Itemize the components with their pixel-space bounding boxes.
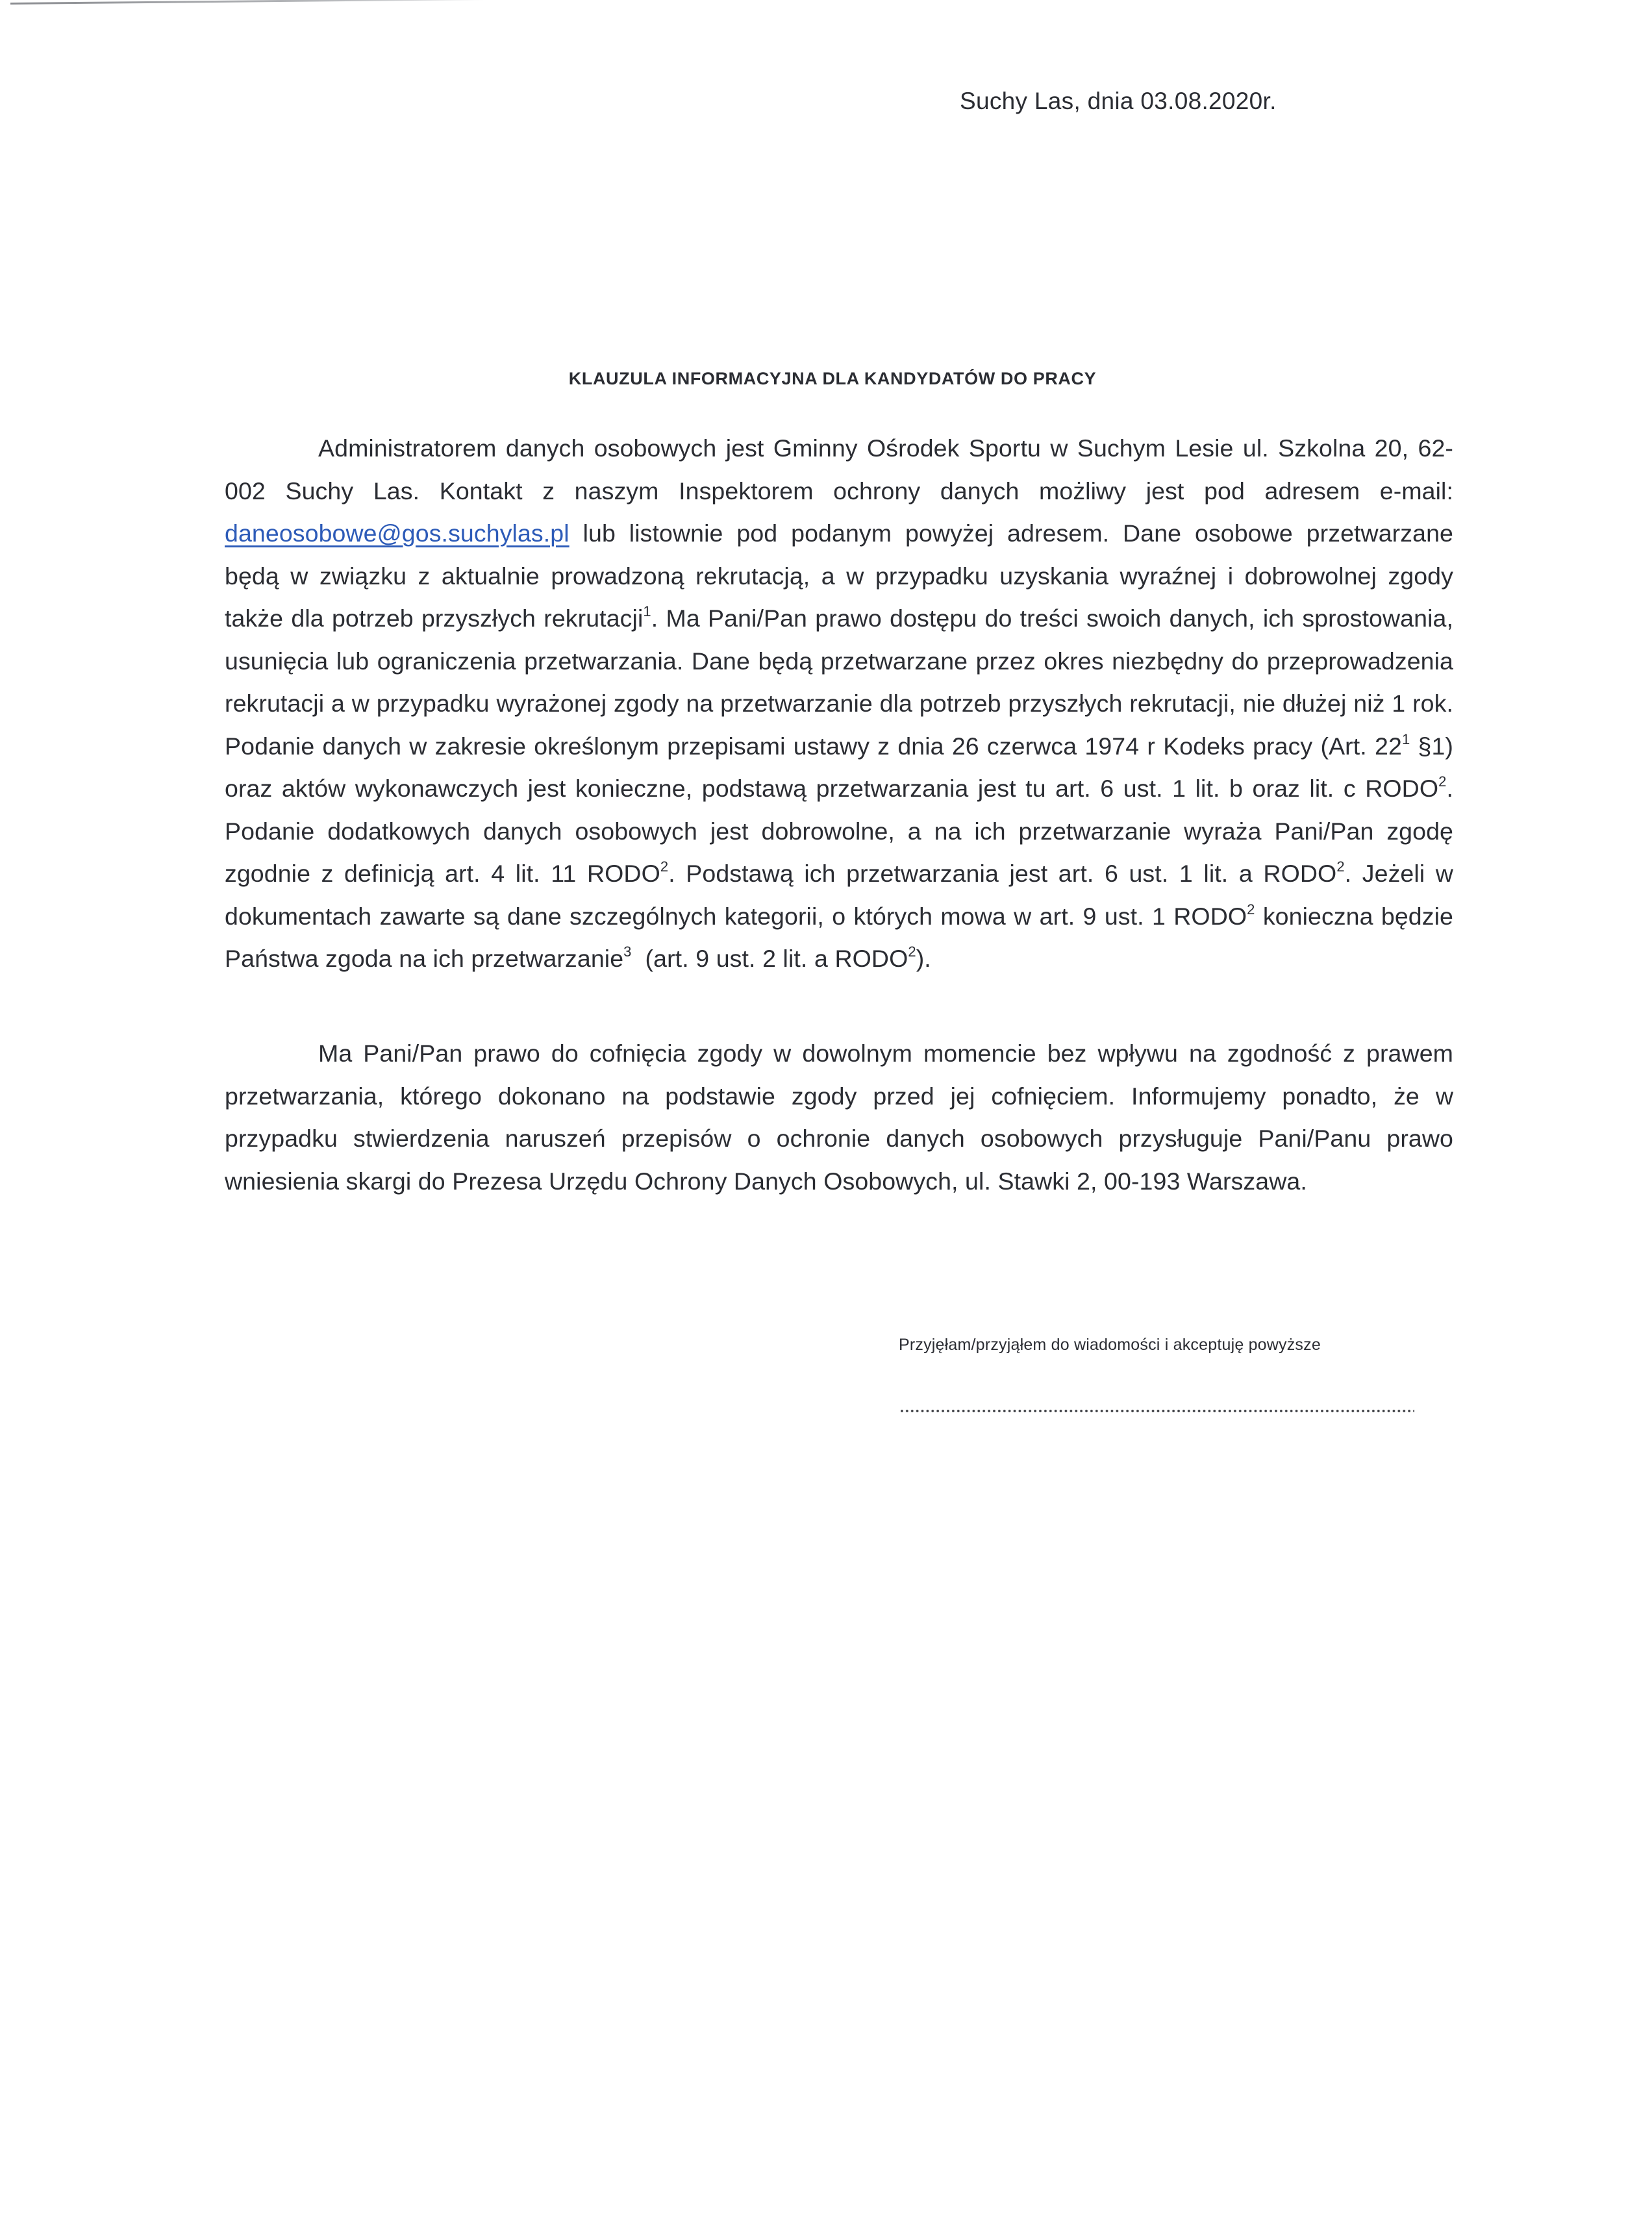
scan-edge-line bbox=[10, 0, 556, 5]
place-and-date: Suchy Las, dnia 03.08.2020r. bbox=[960, 88, 1277, 114]
text-segment: ). bbox=[916, 945, 931, 972]
article-superscript: 1 bbox=[1401, 730, 1410, 747]
footnote-ref: 2 bbox=[1438, 773, 1447, 790]
text-segment: . Podanie dodatkowych danych osobowych jest dobrowolne, a na ich przetwarzanie wyraża Pani/Pan zgodę zgodnie z definicją art. 4 lit. 11 RODO bbox=[225, 775, 1453, 887]
text-segment: . Jeżeli w dokumentach zawarte są dane szczególnych kategorii, o których mowa w art. 9 ust. 1 RODO bbox=[225, 860, 1453, 930]
footnote-ref: 2 bbox=[908, 943, 916, 960]
signature-line[interactable] bbox=[899, 1409, 1414, 1413]
document-title: KLAUZULA INFORMACYJNA DLA KANDYDATÓW DO PRACY bbox=[568, 369, 1097, 388]
email-link[interactable]: daneosobowe@gos.suchylas.pl bbox=[225, 519, 569, 547]
text-segment: . Podstawą ich przetwarzania jest art. 6 ust. 1 lit. a RODO bbox=[668, 860, 1337, 887]
acknowledgement-text: Przyjęłam/przyjąłem do wiadomości i akceptuję powyższe bbox=[899, 1336, 1321, 1354]
footnote-ref: 2 bbox=[1247, 901, 1255, 918]
paragraph-data-administrator bbox=[225, 427, 1453, 980]
text-segment: konieczna będzie Państwa zgoda na ich przetwarzanie bbox=[225, 902, 1453, 972]
paragraph-2-text: Ma Pani/Pan prawo do cofnięcia zgody w dowolnym momencie bez wpływu na zgodność z prawem przetwarzania, którego dokonano na podstawie zgody przed jej cofnięciem. Informujemy ponadto, że w przypadku stwierdzenia naruszeń przepisów o ochronie danych osobowych przysługuje Pani/Panu prawo wniesienia skargi do Prezesa Urzędu Ochrony Danych Osobowych, ul. Stawki 2, 00-193 Warszawa. bbox=[225, 1040, 1453, 1195]
footnote-ref: 2 bbox=[660, 858, 669, 875]
text-segment: lub listownie pod podanym powyżej adresem. Dane osobowe przetwarzane będą w związku z aktualnie prowadzoną rekrutacją, a w przypadku uzyskania wyraźnej i dobrowolnej zgody także dla potrzeb przyszłych rekrutacji bbox=[225, 519, 1453, 632]
footnote-ref: 3 bbox=[623, 943, 632, 960]
footnote-ref: 2 bbox=[1336, 858, 1345, 875]
paragraph-consent-withdrawal bbox=[225, 1032, 1453, 1203]
paragraph-1-text bbox=[225, 427, 1453, 980]
text-segment: . Ma Pani/Pan prawo dostępu do treści swoich danych, ich sprostowania, usunięcia lub ograniczenia przetwarzania. Dane będą przetwarzane przez okres niezbędny do przeprowadzenia rekrutacji a w przypadku wyrażonej zgody na przetwarzanie dla potrzeb przyszłych rekrutacji, nie dłużej niż 1 rok. Podanie danych w zakresie określonym przepisami ustawy z dnia 26 czerwca 1974 r Kodeks pracy (Art. 22 bbox=[225, 605, 1453, 760]
footnote-ref: 1 bbox=[643, 603, 651, 619]
text-segment: (art. 9 ust. 2 lit. a RODO bbox=[631, 945, 908, 972]
text-segment: Administratorem danych osobowych jest Gminny Ośrodek Sportu w Suchym Lesie ul. Szkolna 20, 62-002 Suchy Las. Kontakt z naszym Inspektorem ochrony danych możliwy jest pod adresem e-mail: bbox=[225, 434, 1453, 505]
text-segment: §1) oraz aktów wykonawczych jest konieczne, podstawą przetwarzania jest tu art. 6 ust. 1 lit. b oraz lit. c RODO bbox=[225, 732, 1453, 802]
